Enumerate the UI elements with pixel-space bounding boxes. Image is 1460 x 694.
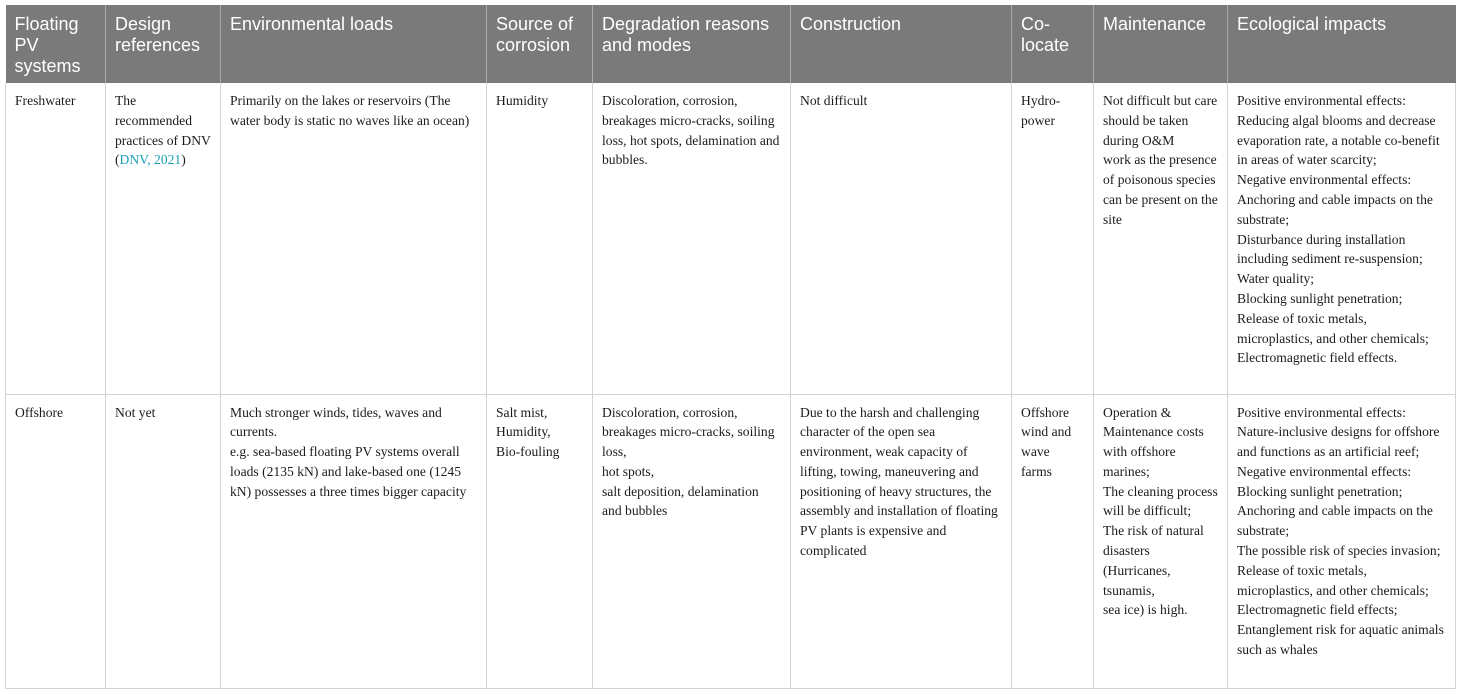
ecological-line: Positive environmental effects: <box>1237 404 1406 420</box>
cell-design-references <box>106 394 221 689</box>
corrosion-line: Bio-fouling <box>496 444 560 460</box>
ecological-line: Electromagnetic field effects. <box>1237 350 1398 366</box>
system-label: Offshore <box>15 404 64 420</box>
header-ecological-impacts: Ecological impacts <box>1228 5 1456 83</box>
degradation-line: hot spots, <box>602 463 655 479</box>
cell-maintenance <box>1094 83 1228 394</box>
design-reference-text: Not yet <box>115 404 156 420</box>
co-locate-text: Hydro-power <box>1021 93 1061 128</box>
header-design-references: Design references <box>106 5 221 83</box>
ecological-line: Anchoring and cable impacts on the substrate; <box>1237 503 1433 539</box>
cell-degradation <box>593 394 791 689</box>
cell-construction <box>791 394 1012 689</box>
maintenance-line: work as the presence of poisonous species can be present on the site <box>1103 152 1218 227</box>
ecological-line: Entanglement risk for aquatic animals such as whales <box>1237 622 1444 658</box>
ecological-line: Blocking sunlight penetration; <box>1237 483 1403 499</box>
table-row-freshwater <box>6 83 1456 394</box>
co-locate-text: Offshore wind and wave farms <box>1021 404 1072 479</box>
header-co-locate: Co-locate <box>1012 5 1094 83</box>
ecological-line: Blocking sunlight penetration; <box>1237 290 1403 306</box>
cell-maintenance <box>1094 394 1228 689</box>
ecological-line: Reducing algal blooms and decrease evaporation rate, a notable co-benefit in areas of water scarcity; <box>1237 112 1440 168</box>
degradation-line: salt deposition, delamination and bubbles <box>602 483 759 519</box>
header-degradation: Degradation reasons and modes <box>593 5 791 83</box>
ecological-line: Negative environmental effects: <box>1237 463 1412 479</box>
maintenance-line: The cleaning process will be difficult; <box>1103 483 1218 519</box>
cell-co-locate <box>1012 394 1094 689</box>
maintenance-line: Operation & Maintenance costs with offshore marines; <box>1103 404 1204 479</box>
citation-paren-close: ) <box>181 152 186 168</box>
corrosion-line: Humidity <box>496 93 549 108</box>
cell-system <box>6 394 106 689</box>
header-source-of-corrosion: Source of corrosion <box>487 5 593 83</box>
cell-ecological-impacts <box>1228 394 1456 689</box>
cell-degradation <box>593 83 791 394</box>
ecological-line: Electromagnetic field effects; <box>1237 602 1398 618</box>
header-construction: Construction <box>791 5 1012 83</box>
header-row <box>6 5 1456 83</box>
ecological-line: Water quality; <box>1237 271 1315 287</box>
loads-line: Much stronger winds, tides, waves and currents. <box>230 404 442 440</box>
cell-design-references <box>106 83 221 394</box>
maintenance-line: The risk of natural disasters (Hurricanes, tsunamis, <box>1103 523 1204 598</box>
cell-environmental-loads <box>221 83 487 394</box>
maintenance-line: sea ice) is high. <box>1103 602 1188 618</box>
ecological-line: The possible risk of species invasion; Release of toxic metals, microplastics, and other chemicals; <box>1237 543 1441 598</box>
corrosion-line: Salt mist, <box>496 404 548 420</box>
floating-pv-comparison-table <box>5 5 1456 689</box>
ecological-line: Nature-inclusive designs for offshore and functions as an artificial reef; <box>1237 424 1440 460</box>
ecological-line: Positive environmental effects: <box>1237 93 1406 108</box>
ecological-line: Release of toxic metals, microplastics, and other chemicals; <box>1237 310 1429 346</box>
maintenance-line: Not difficult but care should be taken during O&M <box>1103 93 1218 148</box>
degradation-line: Discoloration, corrosion, breakages micro-cracks, soiling loss, hot spots, delamination and bubbles. <box>602 93 780 168</box>
header-maintenance: Maintenance <box>1094 5 1228 83</box>
header-floating-pv-systems: Floating PV systems <box>6 5 106 83</box>
degradation-line: Discoloration, corrosion, breakages micro-cracks, soiling loss, <box>602 404 775 460</box>
loads-line: e.g. sea-based floating PV systems overall loads (2135 kN) and lake-based one (1245 kN) possesses a three times bigger capacity <box>230 444 467 499</box>
cell-co-locate <box>1012 83 1094 394</box>
cell-environmental-loads <box>221 394 487 689</box>
citation-paren-open: ( <box>115 152 120 168</box>
ecological-line: Anchoring and cable impacts on the substrate; <box>1237 191 1433 227</box>
loads-line: Primarily on the lakes or reservoirs (The water body is static no waves like an ocean) <box>230 93 470 128</box>
construction-text: Not difficult <box>800 93 868 108</box>
system-label: Freshwater <box>15 93 76 108</box>
header-environmental-loads: Environmental loads <box>221 5 487 83</box>
ecological-line: Disturbance during installation including sediment re-suspension; <box>1237 231 1423 267</box>
table-row-offshore <box>6 394 1456 689</box>
cell-construction <box>791 83 1012 394</box>
cell-corrosion <box>487 394 593 689</box>
citation-link-dnv-2021[interactable]: DNV, 2021 <box>119 152 182 168</box>
ecological-line: Negative environmental effects: <box>1237 172 1412 188</box>
construction-text: Due to the harsh and challenging character of the open sea environment, weak capacity of lifting, towing, maneuvering and positioning of heavy structures, the assembly and installation of floating PV plants is expensive and complicated <box>800 404 998 559</box>
cell-ecological-impacts <box>1228 83 1456 394</box>
corrosion-line: Humidity, <box>496 424 551 440</box>
cell-corrosion <box>487 83 593 394</box>
design-reference-text: The recommended practices of DNV <box>115 93 211 148</box>
cell-system <box>6 83 106 394</box>
